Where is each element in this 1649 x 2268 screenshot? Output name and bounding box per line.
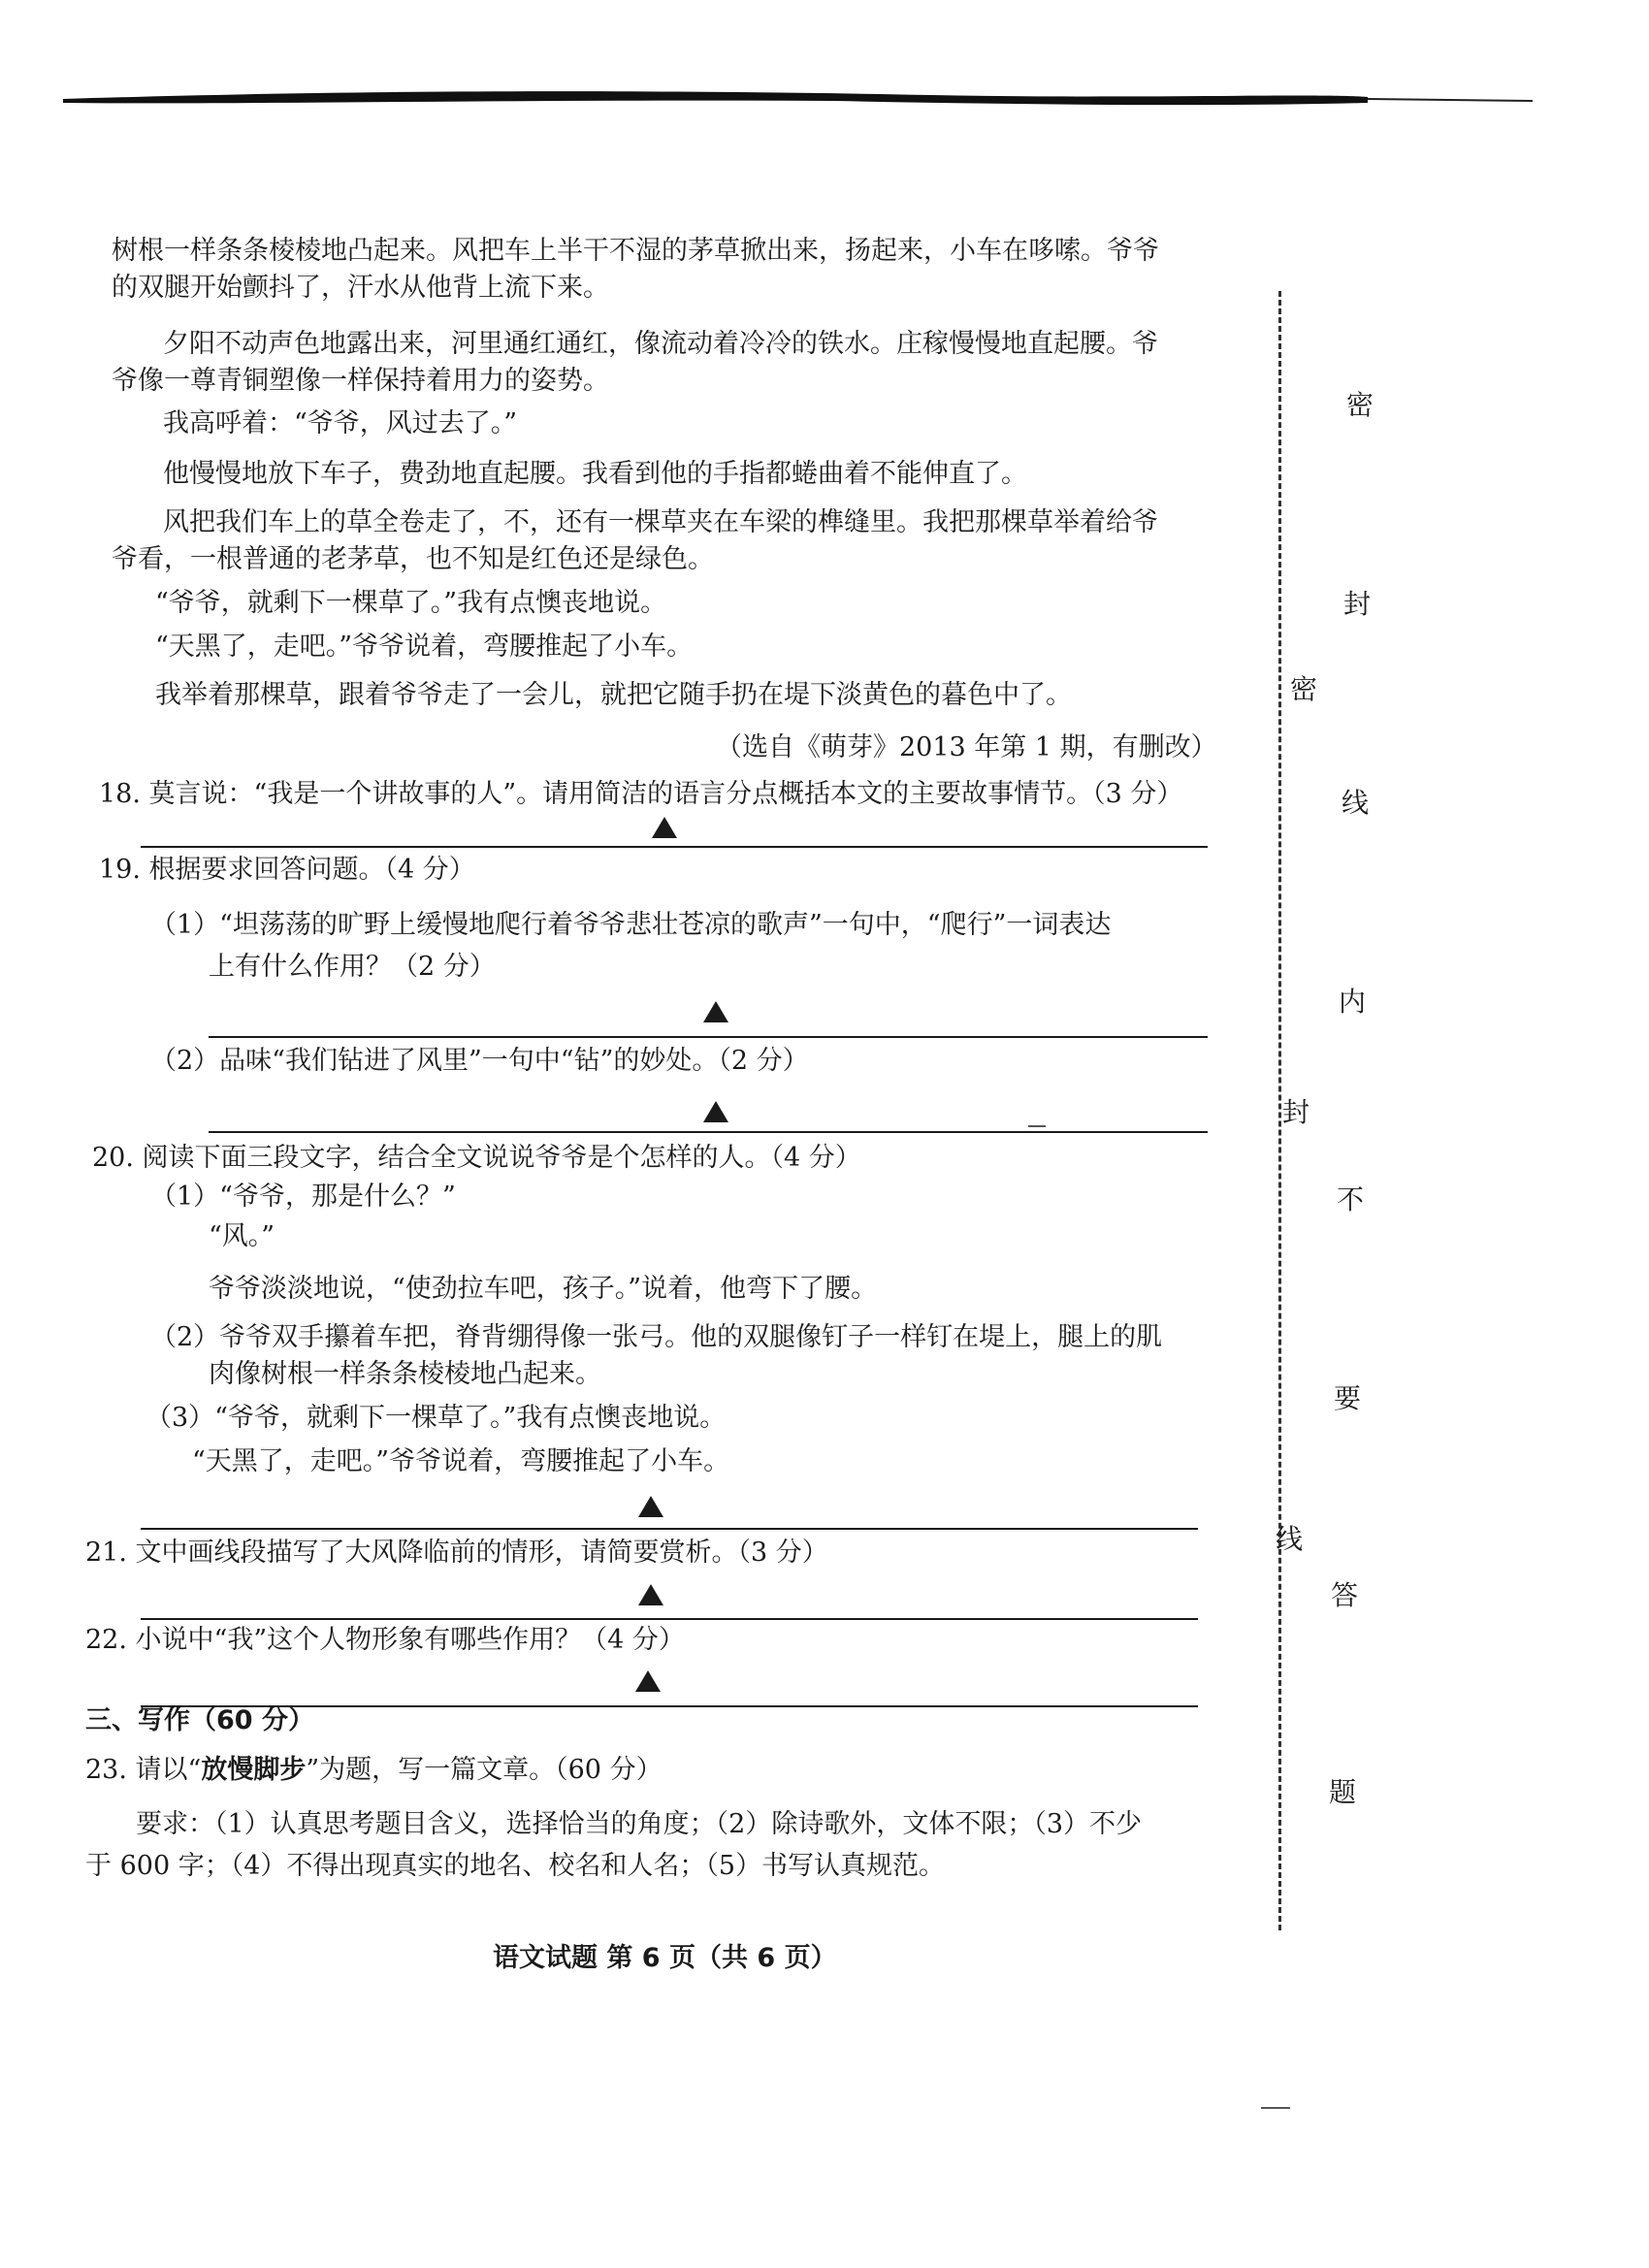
scan-speck (1028, 1125, 1046, 1127)
question-23-suffix: ”为题，写一篇文章。（60 分） (306, 1755, 663, 1785)
passage-line-7: 风把我们车上的草全卷走了，不，还有一棵草夹在车梁的榫缝里。我把那棵草举着给爷 (163, 507, 1158, 537)
seal-char-outer-2: 封 (1343, 588, 1372, 620)
passage-line-10: “天黑了，走吧。”爷爷说着，弯腰推起了小车。 (155, 632, 694, 662)
seal-dashed-line (1278, 291, 1281, 1930)
question-23-prefix: 23. 请以“ (85, 1755, 202, 1785)
question-18: 18. 莫言说：“我是一个讲故事的人”。请用简洁的语言分点概括本文的主要故事情节。（3 分） (99, 779, 1183, 809)
question-20: 20. 阅读下面三段文字，结合全文说说爷爷是个怎样的人。（4 分） (92, 1143, 861, 1173)
answer-line-20[interactable] (141, 1528, 1198, 1530)
passage-line-2: 的双腿开始颤抖了，汗水从他背上流下来。 (112, 273, 609, 303)
writing-requirements-line-2: 于 600 字；（4）不得出现真实的地名、校名和人名；（5）书写认真规范。 (85, 1851, 946, 1881)
seal-char-outer-8: 题 (1329, 1776, 1357, 1808)
scan-speck (1261, 2107, 1290, 2109)
passage-line-3: 夕阳不动声色地露出来，河里通红通红，像流动着冷冷的铁水。庄稼慢慢地直起腰。爷 (163, 329, 1158, 359)
question-23 (85, 1752, 663, 1789)
answer-marker-21 (638, 1584, 663, 1605)
question-20-2-line-1: （2）爷爷双手攥着车把，脊背绷得像一张弓。他的双腿像钉子一样钉在堤上，腿上的肌 (150, 1322, 1163, 1352)
answer-marker-19-1 (703, 1001, 728, 1022)
answer-line-19-2[interactable] (209, 1131, 1208, 1133)
answer-marker-22 (635, 1670, 661, 1692)
question-19-1-line-2: 上有什么作用？（2 分） (209, 952, 496, 982)
seal-char-outer-5: 不 (1337, 1183, 1365, 1215)
writing-section-title: 三、写作（60 分） (85, 1705, 314, 1735)
seal-char-outer-3: 线 (1342, 787, 1370, 819)
seal-char-outer-1: 密 (1346, 389, 1374, 421)
passage-line-8: 爷看，一根普通的老茅草，也不知是红色还是绿色。 (112, 544, 714, 574)
passage-line-11: 我举着那棵草，跟着爷爷走了一会儿，就把它随手扔在堤下淡黄色的暮色中了。 (155, 680, 1072, 710)
seal-char-inner-3: 线 (1276, 1523, 1304, 1555)
answer-line-19-1[interactable] (209, 1036, 1208, 1038)
question-21: 21. 文中画线段描写了大风降临前的情形，请简要赏析。（3 分） (85, 1538, 828, 1568)
seal-char-outer-7: 答 (1331, 1579, 1359, 1611)
question-19-1-line-1: （1）“坦荡荡的旷野上缓慢地爬行着爷爷悲壮苍凉的歌声”一句中，“爬行”一词表达 (150, 910, 1112, 940)
question-22: 22. 小说中“我”这个人物形象有哪些作用？（4 分） (85, 1625, 685, 1655)
question-19-2: （2）品味“我们钻进了风里”一句中“钻”的妙处。（2 分） (150, 1046, 809, 1076)
question-20-3-line-1: （3）“爷爷，就剩下一棵草了。”我有点懊丧地说。 (146, 1403, 727, 1433)
answer-line-21[interactable] (141, 1618, 1198, 1620)
answer-marker-20 (638, 1496, 663, 1517)
passage-line-4: 爷像一尊青铜塑像一样保持着用力的姿势。 (112, 366, 609, 396)
passage-line-1: 树根一样条条棱棱地凸起来。风把车上半干不湿的茅草掀出来，扬起来，小车在哆嗦。爷爷 (112, 236, 1159, 266)
question-20-1-line-2: “风。” (209, 1221, 275, 1251)
answer-marker-18 (652, 817, 677, 838)
answer-marker-19-2 (703, 1101, 728, 1122)
question-20-1-line-1: （1）“爷爷，那是什么？” (150, 1182, 456, 1212)
seal-char-inner-1: 密 (1290, 673, 1318, 705)
question-20-3-line-2: “天黑了，走吧。”爷爷说着，弯腰推起了小车。 (192, 1446, 730, 1476)
passage-source: （选自《萌芽》2013 年第 1 期，有删改） (716, 732, 1217, 762)
question-20-2-line-2: 肉像树根一样条条棱棱地凸起来。 (209, 1359, 601, 1389)
passage-line-6: 他慢慢地放下车子，费劲地直起腰。我看到他的手指都蜷曲着不能伸直了。 (163, 459, 1027, 489)
passage-line-9: “爷爷，就剩下一棵草了。”我有点懊丧地说。 (155, 588, 667, 618)
seal-char-outer-6: 要 (1334, 1382, 1362, 1414)
seal-char-inner-2: 封 (1282, 1096, 1310, 1128)
passage-line-5: 我高呼着：“爷爷，风过去了。” (163, 408, 518, 438)
header-brush-stroke (58, 85, 1533, 124)
answer-line-18[interactable] (141, 846, 1208, 848)
writing-requirements-line-1: 要求：（1）认真思考题目含义，选择恰当的角度；（2）除诗歌外，文体不限；（3）不少 (136, 1809, 1143, 1839)
question-20-1-line-3: 爷爷淡淡地说，“使劲拉车吧，孩子。”说着，他弯下了腰。 (209, 1274, 878, 1304)
page-footer: 语文试题 第 6 页（共 6 页） (493, 1943, 837, 1973)
question-19: 19. 根据要求回答问题。（4 分） (99, 855, 475, 885)
seal-char-outer-4: 内 (1339, 986, 1367, 1018)
question-23-topic: 放慢脚步 (201, 1755, 307, 1785)
